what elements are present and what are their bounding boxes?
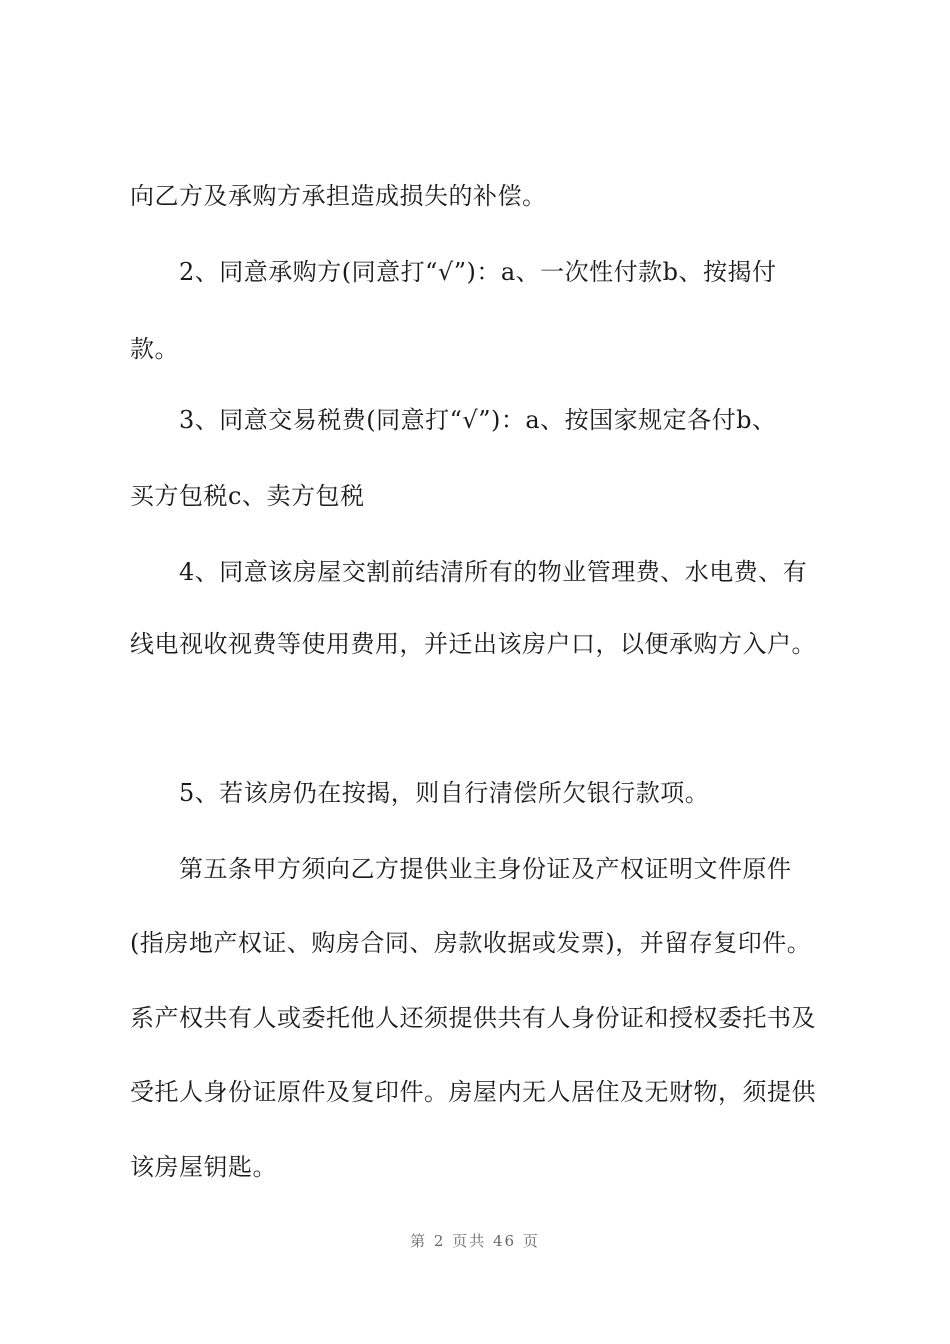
paragraph-line: 向乙方及承购方承担造成损失的补偿。 xyxy=(130,182,547,210)
paragraph-line: 5、若该房仍在按揭，则自行清偿所欠银行款项。 xyxy=(179,779,710,807)
paragraph-line: 买方包税c、卖方包税 xyxy=(130,482,365,510)
paragraph-line: 2、同意承购方(同意打“√”)：a、一次性付款b、按揭付 xyxy=(179,258,777,286)
paragraph-line: 该房屋钥匙。 xyxy=(130,1153,277,1181)
paragraph-line: 受托人身份证原件及复印件。房屋内无人居住及无财物，须提供 xyxy=(130,1078,816,1106)
paragraph-line: 3、同意交易税费(同意打“√”)：a、按国家规定各付b、 xyxy=(179,406,777,434)
page-number-footer: 第 2 页共 46 页 xyxy=(410,1232,540,1250)
paragraph-line: 线电视收视费等使用费用，并迁出该房户口，以便承购方入户。 xyxy=(130,630,816,658)
paragraph-line: 款。 xyxy=(130,335,179,363)
paragraph-line: (指房地产权证、购房合同、房款收据或发票)，并留存复印件。 xyxy=(130,929,812,957)
paragraph-line: 4、同意该房屋交割前结清所有的物业管理费、水电费、有 xyxy=(179,558,808,586)
paragraph-line: 第五条甲方须向乙方提供业主身份证及产权证明文件原件 xyxy=(179,855,792,883)
paragraph-line: 系产权共有人或委托他人还须提供共有人身份证和授权委托书及 xyxy=(130,1004,816,1032)
